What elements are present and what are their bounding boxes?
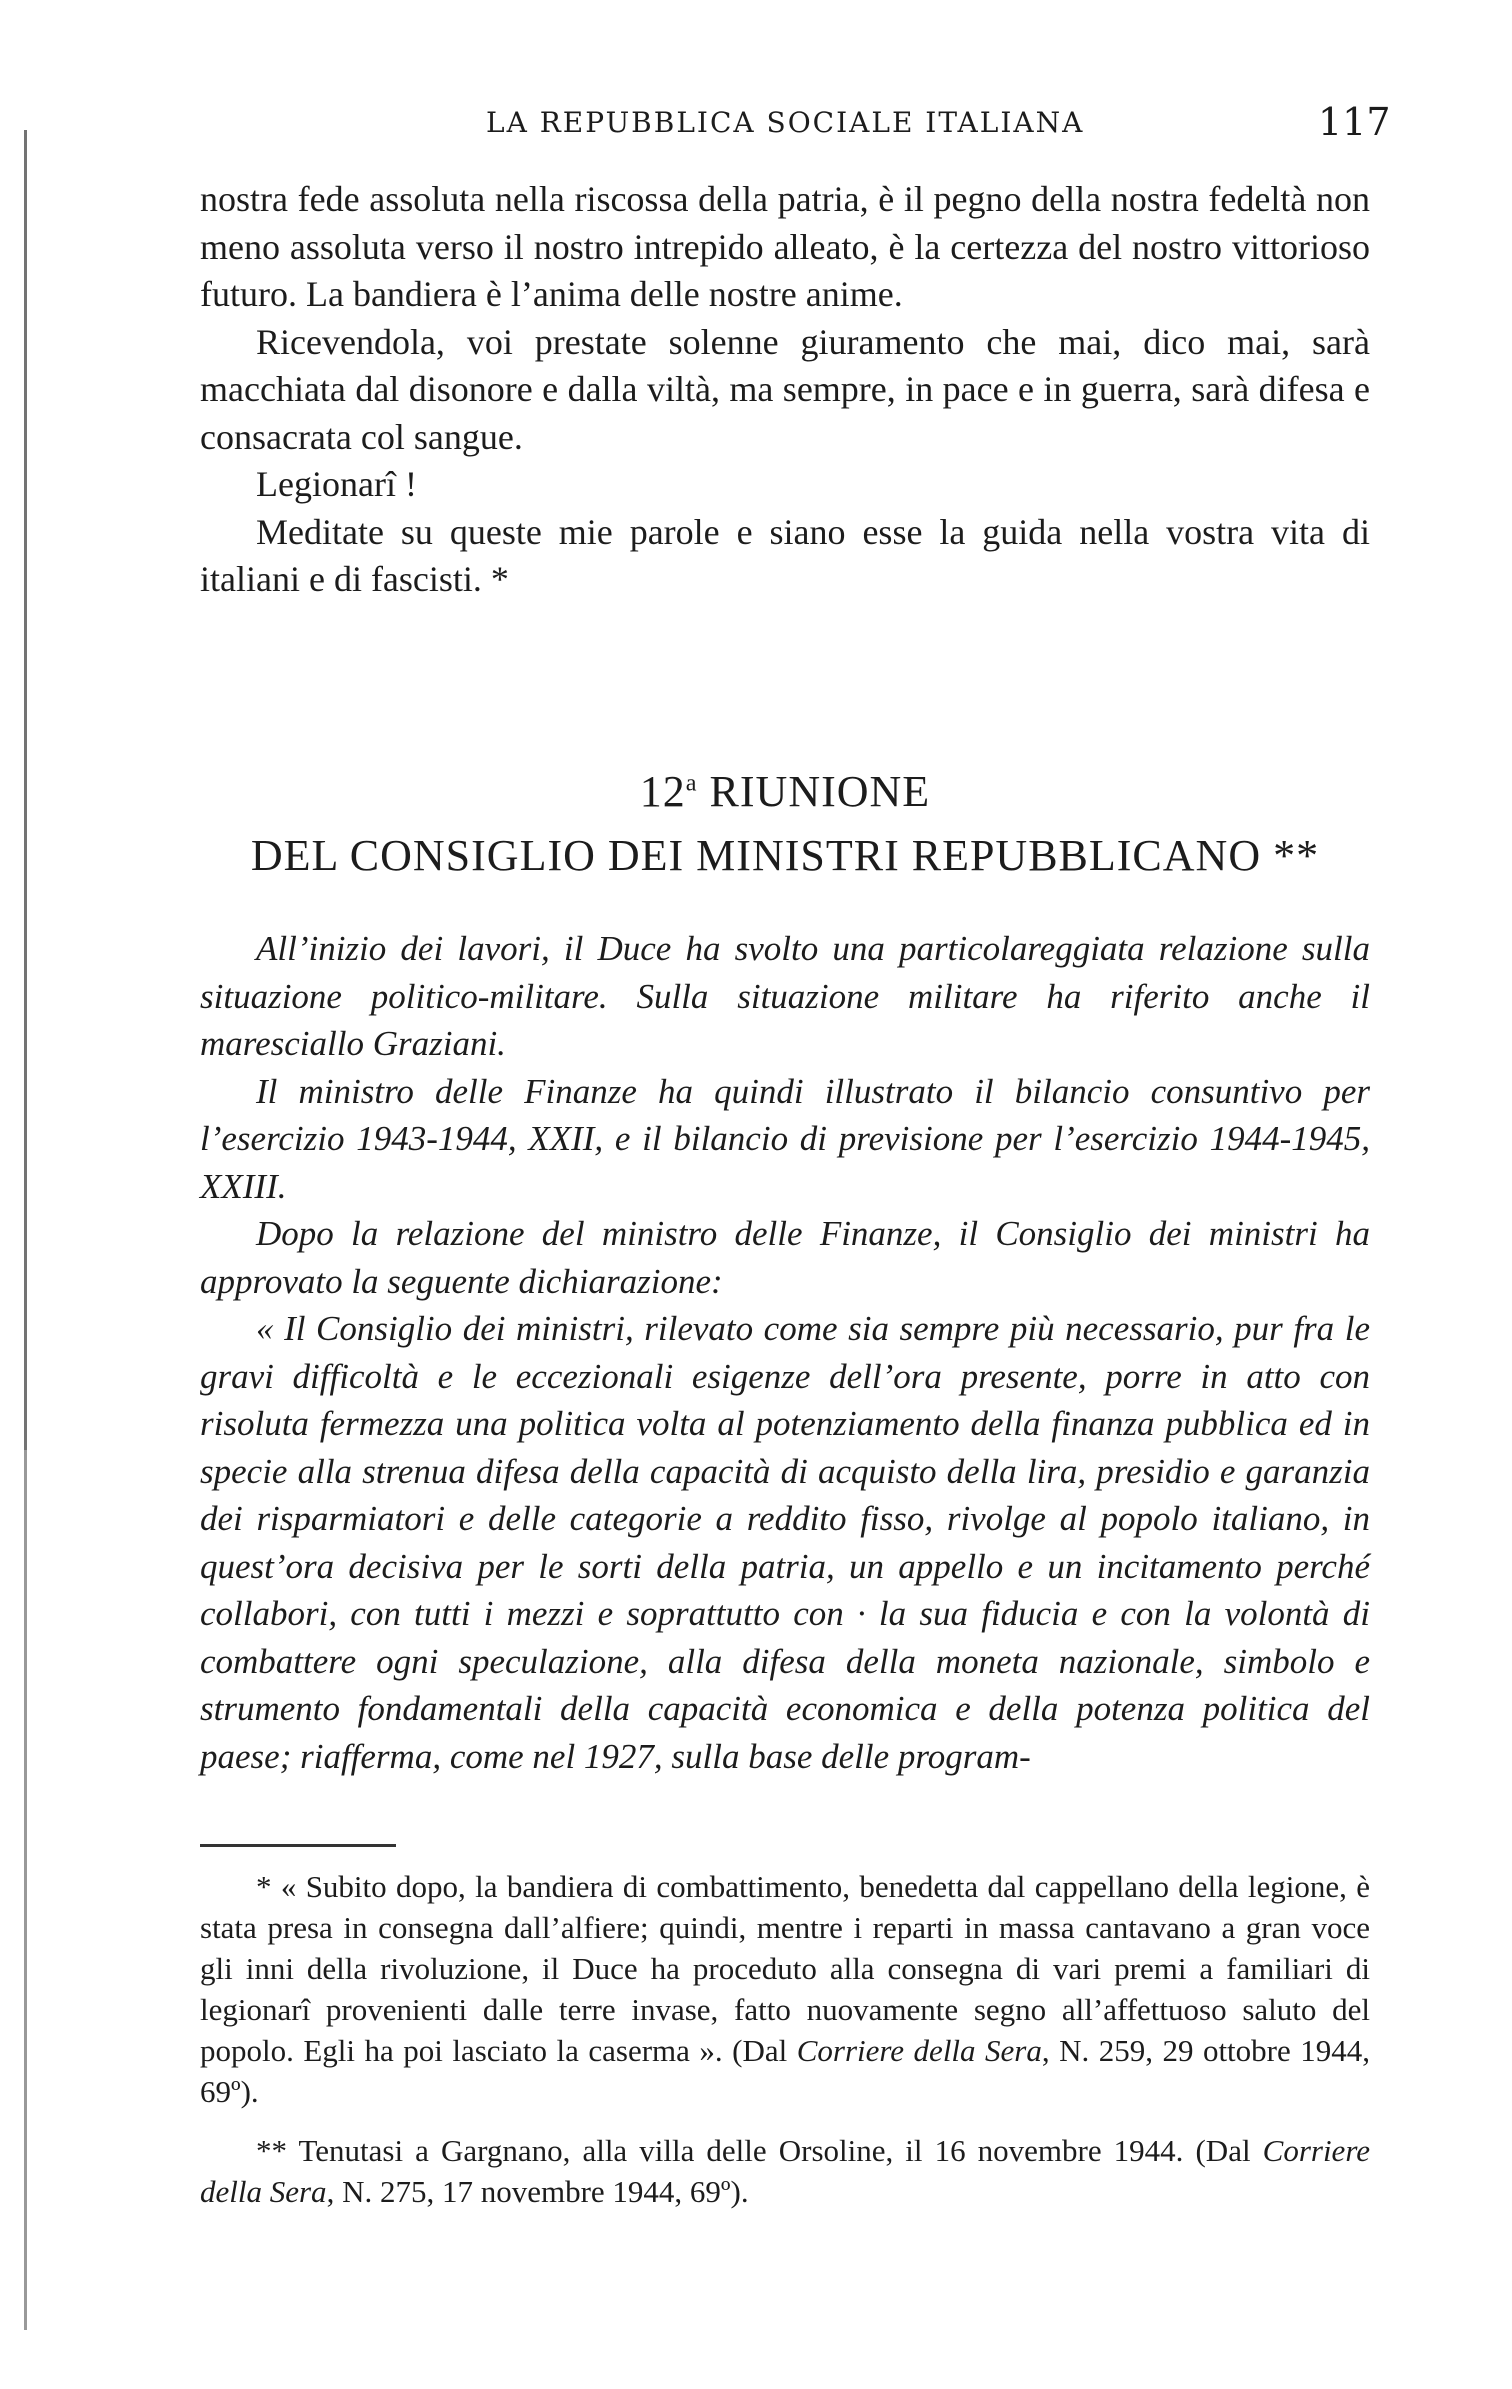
footnotes	[200, 1866, 1370, 2212]
footnote-2-text: ** Tenutasi a Gargnano, alla villa delle Orsoline, il 16 novembre 1944. (Dal	[256, 2133, 1263, 2168]
section-heading	[200, 760, 1370, 888]
speech-conclusion	[200, 176, 1370, 604]
running-title: LA REPUBBLICA SOCIALE ITALIANA	[486, 106, 1085, 139]
heading-ordinal-suffix: a	[685, 769, 698, 797]
speech-paragraph: nostra fede assoluta nella riscossa della patria, è il pegno della nostra fedeltà non meno assoluta verso il nostro intrepido alleato, è la certezza del nostro vittorioso futuro. La bandiera è l’anima delle nostre anime.	[200, 179, 1370, 314]
speech-paragraph: Ricevendola, voi prestate solenne giuramento che mai, dico mai, sarà macchiata dal disonore e dalla viltà, ma sempre, in pace e in guerra, sarà difesa e consacrata col sangue.	[200, 321, 1370, 457]
footnote-2-source: Corriere della Sera	[200, 2133, 1370, 2209]
footnote-1-text: * « Subito dopo, la bandiera di combattimento, benedetta dal cappellano della legione, è stata presa in consegna dall’alfiere; quindi, mentre i reparti in massa cantavano a gran voce gli inni della rivoluzione, il Duce ha proceduto alla consegna di vari premi a familiari di legionarî provenienti dalle terre invase, fatto nuovamente segno all’affettuoso saluto del popolo. Egli ha poi lasciato la caserma ». (Dal	[200, 1869, 1370, 2068]
speech-paragraph: Meditate su queste mie parole e siano esse la guida nella vostra vita di italiani e di fascisti. *	[200, 511, 1370, 599]
footnote-1-source: Corriere della Sera	[796, 2033, 1042, 2068]
page-number: 117	[1318, 100, 1391, 144]
minutes-paragraph: All’inizio dei lavori, il Duce ha svolto una particolareggiata relazione sulla situazione politico-militare. Sulla situazione militare ha riferito anche il maresciallo Graziani.	[200, 929, 1370, 1063]
footnote-2	[200, 2130, 1370, 2212]
page-edge-line	[24, 130, 27, 2330]
minutes-paragraph: Il ministro delle Finanze ha quindi illustrato il bilancio consuntivo per l’esercizio 1943-1944, XXII, e il bilancio di previsione per l’esercizio 1944-1945, XXIII.	[200, 1071, 1370, 1206]
speech-exclamation: Legionarî !	[256, 464, 417, 504]
declaration-quote: « Il Consiglio dei ministri, rilevato come sia sempre più necessario, pur fra le gravi difficoltà e le eccezionali esigenze dell’ora presente, porre in atto con risoluta fermezza una politica volta al potenziamento della finanza pubblica ed in specie alla strenua difesa della capacità di acquisto della lira, presidio e garanzia dei risparmiatori e delle categorie a reddito fisso, rivolge al popolo italiano, in quest’ora decisiva per le sorti della patria, un appello e un incitamento perché collabori, con tutti i mezzi e soprattutto con · la sua fiducia e con la volontà di combattere ogni speculazione, alla difesa della moneta nazionale, simbolo e strumento fondamentali della capacità economica e della potenza politica del paese; riafferma, come nel 1927, sulla base delle program-	[200, 1309, 1370, 1776]
footnote-rule	[200, 1844, 396, 1847]
footnote-1-tail: , N. 259, 29 ottobre 1944, 69º).	[200, 2033, 1370, 2109]
footnote-1	[200, 1866, 1370, 2112]
minutes-paragraph: Dopo la relazione del ministro delle Finanze, il Consiglio dei ministri ha approvato la seguente dichiarazione:	[200, 1214, 1370, 1301]
heading-line-1	[200, 760, 1370, 824]
heading-word: RIUNIONE	[697, 767, 931, 816]
heading-line-2: DEL CONSIGLIO DEI MINISTRI REPUBBLICANO **	[250, 831, 1320, 880]
heading-number: 12	[639, 767, 686, 816]
council-minutes	[200, 925, 1370, 1780]
footnote-2-tail: , N. 275, 17 novembre 1944, 69º).	[326, 2174, 749, 2209]
